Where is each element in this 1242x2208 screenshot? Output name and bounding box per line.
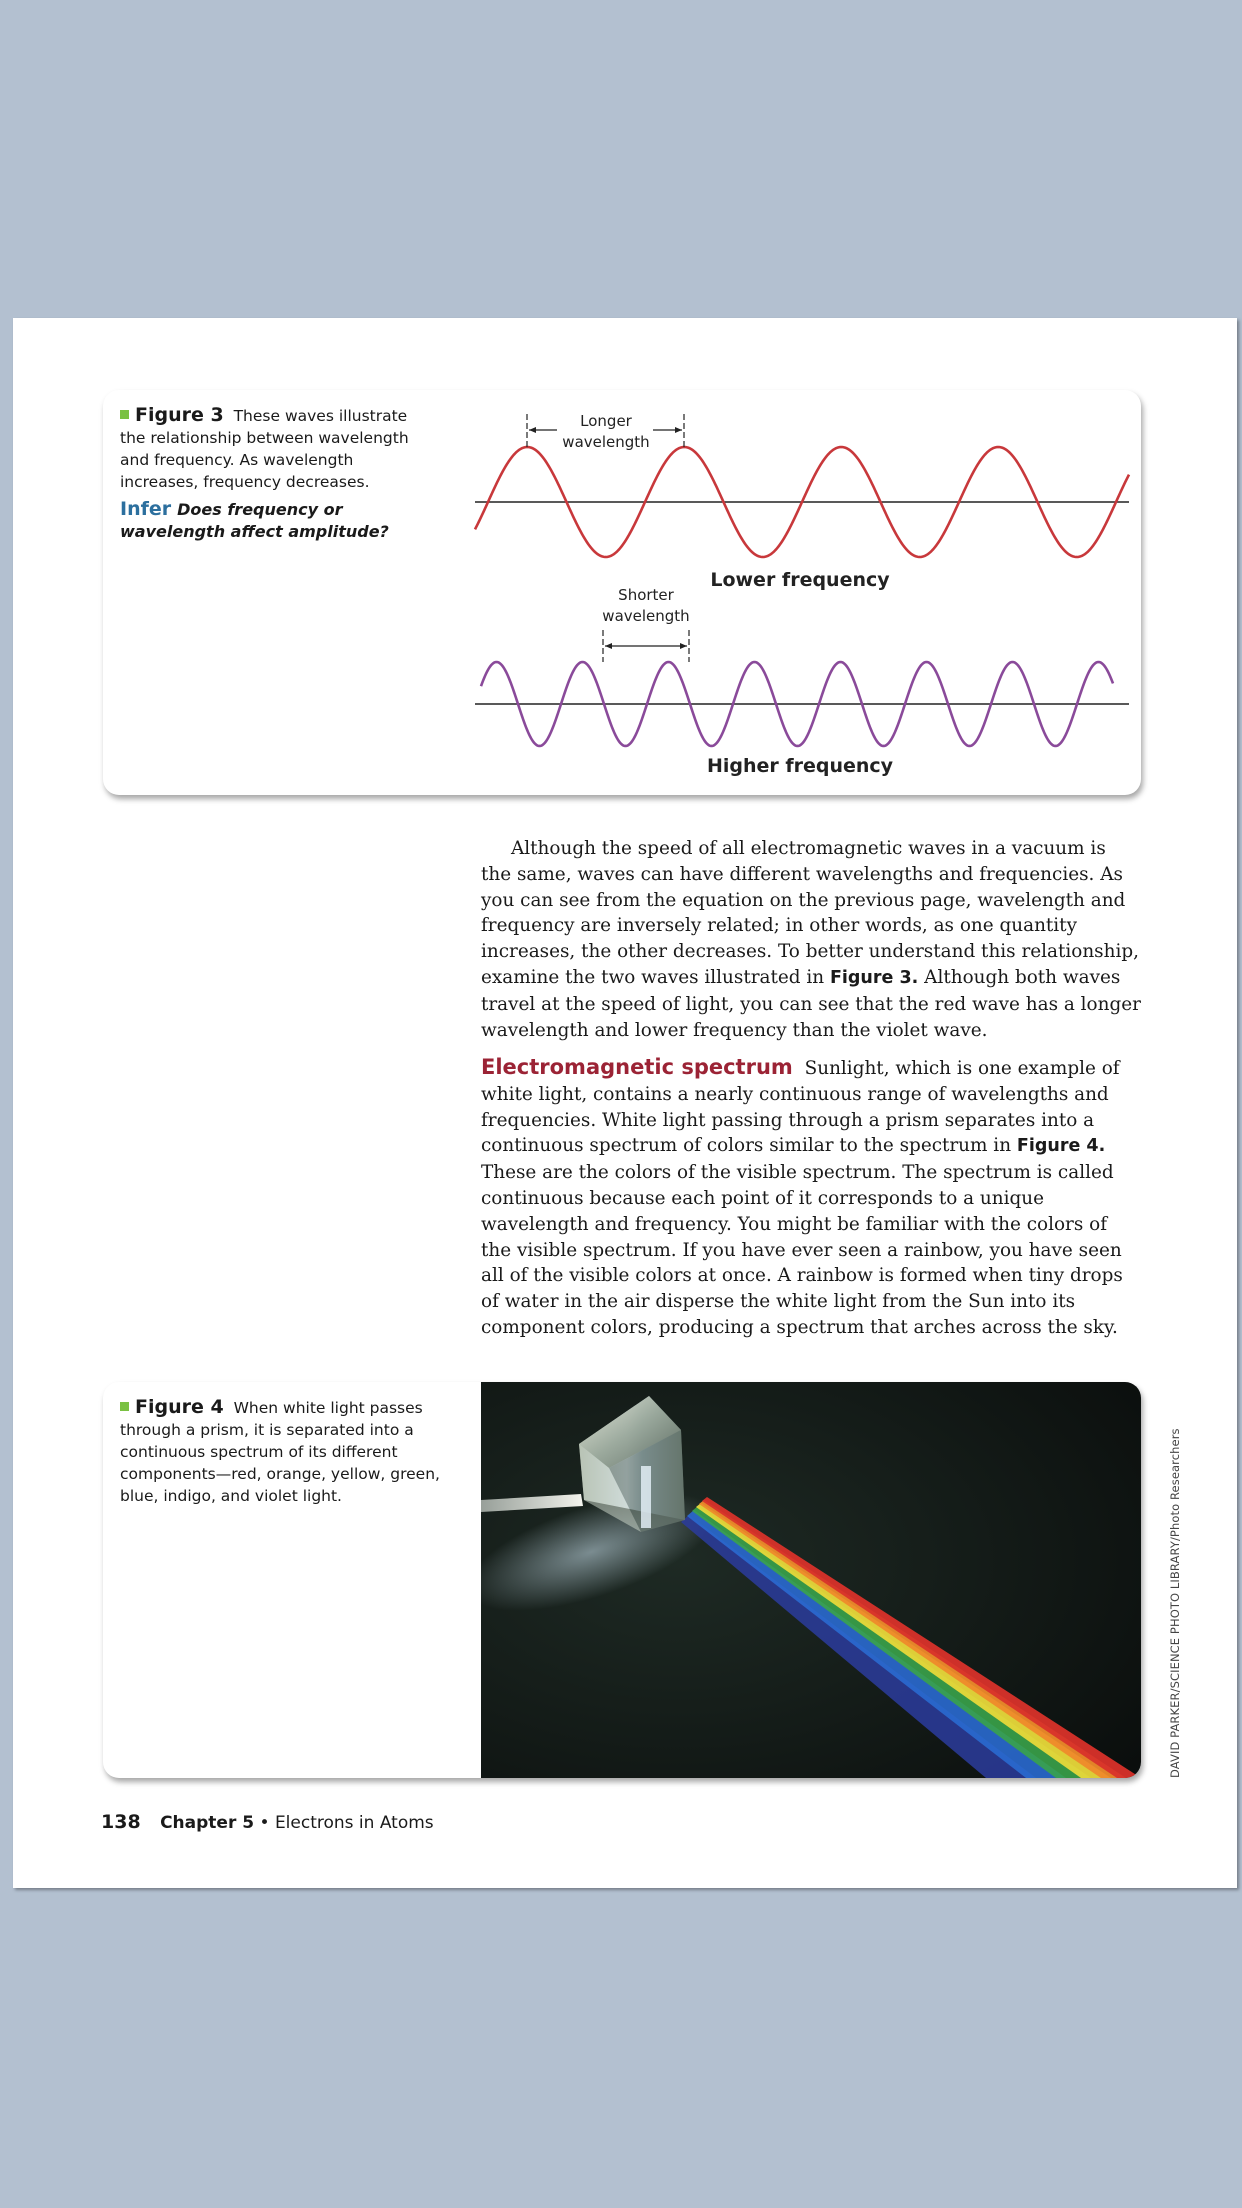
bullet-square-icon (120, 1402, 129, 1411)
figure4-card (103, 1382, 1141, 1778)
infer-text: Does frequency or wavelength affect amplitude? (120, 500, 389, 541)
page-footer (101, 1811, 434, 1833)
figure4-label: Figure 4 (135, 1396, 224, 1418)
figure3-caption (120, 404, 420, 543)
arrowhead-icon (680, 643, 687, 649)
bullet-square-icon (120, 410, 129, 419)
figure3-caption-text: These waves illustrate the relationship between wavelength and frequency. As wavelength increases, frequency decreases. (120, 407, 409, 491)
infer-question (120, 498, 420, 543)
section-heading: Electromagnetic spectrum (481, 1055, 793, 1079)
prism-highlight (641, 1466, 651, 1528)
footer-separator: • (259, 1813, 270, 1833)
figure4-reference: Figure 4. (1016, 1136, 1106, 1157)
figure3-label: Figure 3 (135, 404, 224, 426)
chapter-title: Electrons in Atoms (274, 1813, 434, 1833)
chapter-label: Chapter 5 (160, 1813, 255, 1833)
photo-credit: DAVID PARKER/SCIENCE PHOTO LIBRARY/Photo Researchers (1168, 1428, 1182, 1778)
shorter-wavelength-line1: Shorter (618, 586, 674, 604)
textbook-page (13, 318, 1237, 1888)
page-number: 138 (101, 1811, 141, 1833)
arrowhead-icon (675, 427, 682, 433)
arrowhead-icon (529, 427, 536, 433)
paragraph-electromagnetic-spectrum (481, 1055, 1141, 1341)
longer-wavelength-line2: wavelength (562, 433, 650, 451)
paragraph2-text-b: These are the colors of the visible spectrum. The spectrum is called continuous because each point of it corresponds to a unique wavelength and frequency. You might be familiar with the colors of the visible spectrum. If you have ever seen a rainbow, you have seen all of the visible colors at once. A rainbow is formed when tiny drops of water in the air disperse the white light from the Sun into its component colors, producing a spectrum that arches across the sky. (481, 1162, 1123, 1338)
figure4-caption (120, 1396, 470, 1507)
paragraph2-text-a: Sunlight, which is one example of white light, contains a nearly continuous range of wavelengths and frequencies. White light passing through a prism separates into a continuous spectrum of colors similar to the spectrum in (481, 1058, 1120, 1157)
prism-photo (481, 1382, 1141, 1778)
paragraph1-text-b: Although both waves travel at the speed of light, you can see that the red wave has a longer wavelength and lower frequency than the violet wave. (481, 966, 1141, 1041)
arrowhead-icon (605, 643, 612, 649)
paragraph1-text-a: Although the speed of all electromagnetic waves in a vacuum is the same, waves can have different wavelengths and frequencies. As you can see from the equation on the previous page, wavelength and frequency are inversely related; in other words, as one quantity increases, the other decreases. To better understand this relationship, examine the two waves illustrated in (481, 838, 1139, 988)
lower-frequency-label: Lower frequency (710, 569, 890, 591)
figure3-card (103, 390, 1141, 795)
longer-wavelength-line1: Longer (580, 412, 632, 430)
figure4-caption-text: When white light passes through a prism, it is separated into a continuous spectrum of its different components—red, orange, yellow, green, blue, indigo, and violet light. (120, 1399, 440, 1505)
higher-frequency-label: Higher frequency (706, 755, 894, 777)
shorter-wavelength-line2: wavelength (602, 607, 690, 625)
infer-label: Infer (120, 498, 172, 520)
figure3-reference: Figure 3. (829, 967, 919, 988)
paragraph-wavelength-frequency (481, 836, 1141, 1043)
wave-diagram (473, 390, 1133, 795)
